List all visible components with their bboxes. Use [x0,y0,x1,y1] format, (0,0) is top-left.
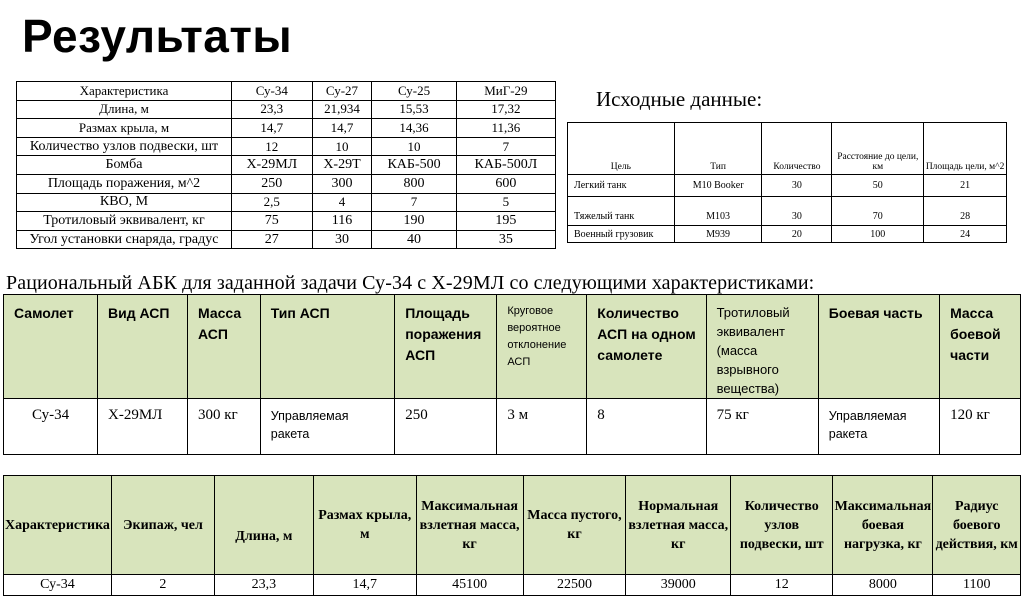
table-cell: 5 [456,193,555,212]
header-cell: Максимальная боевая нагрузка, кг [833,476,933,575]
header-cell: Расстояние до цели, км [832,123,924,175]
table-cell: 70 [832,197,924,226]
table-cell: 22500 [523,575,626,596]
table-row [17,212,556,231]
header-cell: Площадь поражения АСП [395,295,497,399]
header-cell: Масса пустого, кг [523,476,626,575]
table-cell: 24 [924,226,1007,243]
rational-complex-table [3,294,1021,455]
table-cell: 30 [312,230,372,249]
header-cell: Количество узлов подвески, шт [730,476,832,575]
table-header-row [4,476,1021,575]
table-header-row [17,82,556,101]
table-cell: 39000 [626,575,731,596]
table-cell: М10 Booker [674,175,762,197]
table-cell: 300 кг [187,399,260,455]
initial-data-heading: Исходные данные: [596,87,763,111]
table-cell: 10 [372,137,456,156]
table-cell: Легкий танк [568,175,675,197]
header-cell: Тип АСП [260,295,394,399]
header-cell: Количество [762,123,832,175]
table-cell: 20 [762,226,832,243]
header-cell: Нормальная взлетная масса, кг [626,476,731,575]
table-cell: 28 [924,197,1007,226]
header-cell: Характеристика [4,476,112,575]
table-cell: 21,934 [312,100,372,119]
table-cell: 250 [232,174,313,193]
table-cell: 7 [372,193,456,212]
header-cell: Площадь цели, м^2 [924,123,1007,175]
table-cell: М103 [674,197,762,226]
table-row [17,137,556,156]
table-cell: Су-34 [4,399,98,455]
header-cell: Масса боевой части [940,295,1021,399]
table-cell: Количество узлов подвески, шт [17,137,232,156]
table-row [17,156,556,175]
table-cell: Площадь поражения, м^2 [17,174,232,193]
table-cell: 23,3 [232,100,313,119]
table-cell: 12 [232,137,313,156]
table-cell: Х-29МЛ [232,156,313,175]
table-cell: 100 [832,226,924,243]
table-cell: 7 [456,137,555,156]
table-cell: 10 [312,137,372,156]
table-cell: 75 [232,212,313,231]
header-cell: Тротиловый эквивалент (масса взрывного вещества) [706,295,818,399]
table-row [4,399,1021,455]
table-cell: 50 [832,175,924,197]
table-cell: 35 [456,230,555,249]
header-cell: Максимальная взлетная масса, кг [416,476,523,575]
slide-title: Результаты [22,10,293,62]
table-cell: 14,36 [372,119,456,138]
table-cell: Управляемая ракета [818,399,939,455]
header-cell: Су-34 [232,82,313,101]
table-cell: Су-34 [4,575,112,596]
table-cell: 30 [762,197,832,226]
su34-characteristics-table [3,475,1021,596]
targets-header-row [568,123,1007,175]
table-cell: 600 [456,174,555,193]
table-row [568,175,1007,197]
table-cell: 2 [111,575,214,596]
table-row [17,100,556,119]
header-cell: Тип [674,123,762,175]
table-cell: Управляемая ракета [260,399,394,455]
table-row [17,174,556,193]
table-cell: 116 [312,212,372,231]
table-cell: Х-29Т [312,156,372,175]
header-cell: Круговое вероятное отклонение АСП [497,295,587,399]
table-cell: 14,7 [232,119,313,138]
table-cell: 250 [395,399,497,455]
targets-table [567,122,1007,243]
table-cell: Х-29МЛ [98,399,188,455]
rational-complex-caption: Рациональный АБК для заданной задачи Су-34 с Х-29МЛ со следующими характеристиками: [6,272,815,294]
table-cell: 8000 [833,575,933,596]
header-cell: Длина, м [214,476,313,575]
table-cell: 2,5 [232,193,313,212]
table-cell: 8 [587,399,706,455]
table-header-row [4,295,1021,399]
header-cell: Экипаж, чел [111,476,214,575]
table-cell: 4 [312,193,372,212]
table-cell: 15,53 [372,100,456,119]
table-row [17,230,556,249]
table-cell: 190 [372,212,456,231]
table-cell: 1100 [933,575,1021,596]
table-row [568,197,1007,226]
table-cell: М939 [674,226,762,243]
header-cell: Характеристика [17,82,232,101]
table-cell: 300 [312,174,372,193]
header-cell: Масса АСП [187,295,260,399]
table-cell: Бомба [17,156,232,175]
table-row [17,119,556,138]
table-cell: Угол установки снаряда, градус [17,230,232,249]
table-cell: 120 кг [940,399,1021,455]
table-cell: 21 [924,175,1007,197]
table-cell: Размах крыла, м [17,119,232,138]
header-cell: Су-27 [312,82,372,101]
table-cell: 3 м [497,399,587,455]
table-cell: 800 [372,174,456,193]
table-cell: 11,36 [456,119,555,138]
header-cell: МиГ-29 [456,82,555,101]
header-cell: Размах крыла, м [313,476,416,575]
table-cell: Длина, м [17,100,232,119]
header-cell: Радиус боевого действия, км [933,476,1021,575]
header-cell: Самолет [4,295,98,399]
table-cell: 45100 [416,575,523,596]
table-cell: 27 [232,230,313,249]
table-cell: 12 [730,575,832,596]
table-cell: Тротиловый эквивалент, кг [17,212,232,231]
table-cell: Военный грузовик [568,226,675,243]
header-cell: Вид АСП [98,295,188,399]
table-cell: 75 кг [706,399,818,455]
table-cell: КАБ-500 [372,156,456,175]
table-cell: 195 [456,212,555,231]
header-cell: Боевая часть [818,295,939,399]
table-row [17,193,556,212]
header-cell: Су-25 [372,82,456,101]
table-cell: Тяжелый танк [568,197,675,226]
aircraft-comparison-table [16,81,556,249]
table-cell: КВО, М [17,193,232,212]
table-cell: 17,32 [456,100,555,119]
table-cell: 23,3 [214,575,313,596]
table-cell: КАБ-500Л [456,156,555,175]
table-row [568,226,1007,243]
header-cell: Цель [568,123,675,175]
header-cell: Количество АСП на одном самолете [587,295,706,399]
table-cell: 14,7 [312,119,372,138]
table-row [4,575,1021,596]
table-cell: 14,7 [313,575,416,596]
table-cell: 40 [372,230,456,249]
table-cell: 30 [762,175,832,197]
